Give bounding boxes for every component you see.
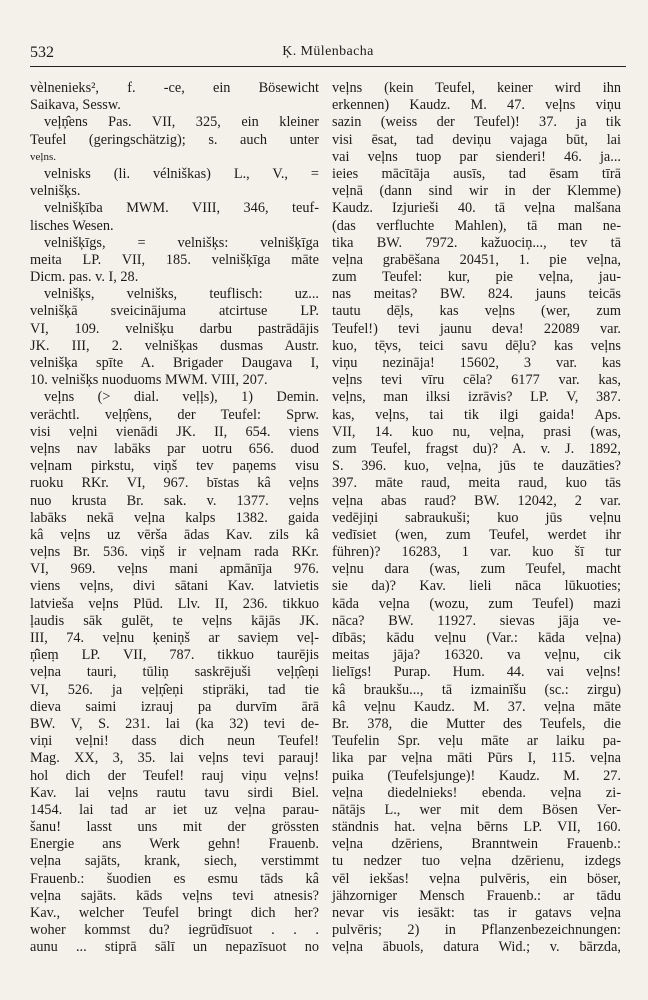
text-line: tika BW. 7972. kažuociņ..., tev tā: [332, 234, 621, 251]
text-line: nātājs L., wer mit dem Bösen Ver-: [332, 801, 621, 818]
text-line: VI, 969. veļns mani apmānīja 976.: [30, 561, 319, 578]
text-line: vēl iekšas! veļna pulvēris, ein böser,: [332, 870, 621, 887]
text-line: viņu nezināja! 15602, 3 var. kas: [332, 355, 621, 371]
text-line: viņi veļni! dass dich neun Teufel!: [30, 733, 319, 750]
text-line: veļnam pirkstu, viņš tev paņems visu: [30, 458, 319, 475]
text-line: šanu! lasst uns mit der grössten: [30, 819, 319, 836]
text-line: nuo krusta Br. sak. v. 1377. veļns: [30, 492, 319, 509]
page-header: [30, 44, 626, 66]
header-rule: [30, 66, 626, 67]
text-line: woher kommst du? iegrūdīsuot . . .: [30, 922, 319, 939]
text-line: latvieša veļns Plūd. Llv. II, 236. tikkuo: [30, 595, 319, 612]
text-line: veļns, man ilksi izrāvis? LP. V, 387.: [332, 389, 621, 406]
text-line: VII, 14. kuo nu, veļna, prasi (was,: [332, 423, 621, 440]
text-line: velnišķība MWM. VIII, 346, teuf-: [44, 200, 319, 217]
text-line: JK. III, 2. velnišķas dusmas Austr.: [30, 337, 319, 354]
text-line: Saikava, Sessw.: [30, 97, 121, 114]
right-column: [332, 80, 621, 957]
text-line: VI, 526. ja veļņ̂eņi stipräki, tad tie: [30, 681, 319, 698]
text-line: nas meitas? BW. 824. jauns teicās: [332, 286, 621, 303]
text-line: dībās; kādu veļnu (Var.: kāda veļna): [332, 630, 621, 646]
text-line: veļns.: [30, 150, 56, 163]
text-line: führen)? 16283, 1 var. kuo šī tur: [332, 544, 621, 561]
text-line: sazin (weiss der Teufel)! 37. ja tik: [332, 114, 621, 131]
page-number: 532: [30, 44, 54, 61]
text-line: veļna diedelnieks! ebenda. veļna zi-: [332, 784, 621, 801]
text-line: 397. māte raud, meita raud, kuo tās: [332, 475, 621, 492]
text-line: veļna sajāts, krank, siech, verstimmt: [30, 853, 319, 870]
text-line: visi veļni vienādi JK. II, 654. viens: [30, 423, 319, 440]
text-line: nāca? BW. 11927. sievas jāja ve-: [332, 612, 621, 629]
text-line: velnišķīgs, = velnišķs: velnišķīga: [44, 234, 319, 251]
text-line: veļns tevi vīru cēla? 6177 var. kas,: [332, 372, 621, 389]
text-line: Kav. lai veļns rautu tavu sirdi Biel.: [30, 784, 319, 801]
text-line: Energie ans Werk gehn! Frauenb.: [30, 836, 319, 853]
text-line: velnišķā sveicinājuma atcirtuse LP.: [30, 303, 319, 320]
running-title: Ķ. Mülenbacha: [282, 44, 374, 59]
text-line: veļna grabēšana 20451, 1. pie veļna,: [332, 251, 621, 268]
text-line: BW. V, S. 231. lai (ka 32) tevi de-: [30, 715, 319, 732]
text-line: visi ēsat, tad deviņu vajaga būt, lai: [332, 131, 621, 148]
text-line: vedējiņi sabraukuši; kuo jūs veļnu: [332, 509, 621, 526]
text-line: tautu dē̦ls, kas veļns (wer, zum: [332, 303, 621, 320]
text-line: Kaudz. Izjurieši 40. tā veļna malšana: [332, 200, 621, 217]
text-line: tu nedzer tuo veļna dzērienu, izdegs: [332, 853, 621, 870]
text-line: hol dich der Teufel! rauj viņu veļns!: [30, 767, 319, 784]
text-line: velnišķs, velnišks, teuflisch: uz...: [44, 286, 319, 303]
text-line: Mag. XX, 3, 35. lai veļns tevi parauj!: [30, 750, 319, 767]
text-line: ieies mācītāja ausīs, tad ēsam tīrā: [332, 165, 621, 182]
text-line: Br. 378, die Mutter des Teufels, die: [332, 715, 621, 732]
text-line: verächtl. veļņ̂ens, der Teufel: Sprw.: [30, 406, 319, 423]
text-line: Frauenb.: šuodien es esmu tāds kâ: [30, 870, 319, 887]
text-line: VI, 109. velnišķu darbu pastrādājis: [30, 320, 319, 337]
text-line: veļns (> dial. veļļs), 1) Demin.: [44, 389, 319, 406]
text-line: erkennen) Kaudz. M. 47. veļns viņu: [332, 97, 621, 114]
text-line: ständnis hat. veļna bērns LP. VII, 160.: [332, 819, 621, 836]
text-line: meita LP. VII, 185. velnišķīga māte: [30, 251, 319, 268]
text-line: velnišķs.: [30, 183, 81, 200]
text-line: velnišķa spīte A. Brigader Daugava I,: [30, 355, 319, 371]
text-line: kâ veļns uz vērša ādas Kav. zils kâ: [30, 526, 319, 543]
text-line: labāks nekā veļna kalps 1382. gaida: [30, 509, 319, 526]
text-line: meitas jāja? 16320. va veļnu, cik: [332, 647, 621, 664]
text-line: veļna sajāts. kāds veļns tevi atnesis?: [30, 887, 319, 904]
text-line: veļna abas raud? BW. 12042, 2 var.: [332, 492, 621, 509]
text-line: sie da)? Kav. lieli nāca lūkuoties;: [332, 578, 621, 595]
text-line: lika par veļna māti Pūrs I, 115. veļna: [332, 750, 621, 767]
text-line: veļņ̂ens Pas. VII, 325, ein kleiner: [44, 114, 319, 131]
text-line: aunu ... stiprā sālī un nepazīsuot no: [30, 939, 319, 956]
text-line: III, 74. veļnu ķeniņš ar savie̦m veļ-: [30, 630, 319, 646]
text-line: kas, veļns, tai tik ilgi gaida! Aps.: [332, 406, 621, 423]
text-line: Dicm. pas. v. I, 28.: [30, 269, 139, 286]
text-line: dieva saimi izrauj pa durvīm ārā: [30, 698, 319, 715]
text-line: ļaudis sāk gulēt, te veļns kājās JK.: [30, 612, 319, 629]
text-line: Kav., welcher Teufel bringt dich her?: [30, 905, 319, 921]
text-line: veļnā (dann sind wir in der Klemme): [332, 183, 621, 200]
text-line: 10. velnišķs nuoduoms MWM. VIII, 207.: [30, 372, 268, 389]
text-line: kâ braukšu..., tā izmainīšu (sc.: zirgu): [332, 681, 621, 698]
text-line: S. 396. kuo, veļna, jūs te dauzāties?: [332, 458, 621, 475]
text-line: (das verfluchte Mahlen), tā man ne-: [332, 217, 621, 234]
left-column: [30, 80, 319, 957]
text-line: kâ veļnu Kaudz. M. 37. veļna māte: [332, 698, 621, 715]
text-line: ruoku RKr. VI, 967. bīstas kâ veļns: [30, 475, 319, 492]
text-line: nevar vis iesākt: tas ir gatavs veļna: [332, 905, 621, 921]
text-line: velnisks (li. vélniškas) L., V., =: [44, 165, 319, 182]
text-line: jähzorniger Mensch Frauenb.: ar tādu: [332, 887, 621, 904]
text-line: vai veļns tuop par sienderi! 46. ja...: [332, 148, 621, 165]
text-line: veļnu dara (was, zum Teufel, macht: [332, 561, 621, 578]
text-line: kāda veļna (wozu, zum Teufel) mazi: [332, 595, 621, 612]
text-line: veļna tauri, tūliņ saskrējuši veļņ̂eņi: [30, 664, 319, 681]
text-line: veļna dzēriens, Branntwein Frauenb.:: [332, 836, 621, 853]
text-line: zum Teufel: kur, pie veļna, jau-: [332, 269, 621, 286]
text-line: lisches Wesen.: [30, 217, 114, 234]
text-line: veļns (kein Teufel, keiner wird ihn: [332, 80, 621, 96]
text-line: viens veļns, divi sātani Kav. latvietis: [30, 578, 319, 595]
text-line: veļns Br. 536. viņš ir veļnam rada RKr.: [30, 544, 319, 561]
text-line: lielīgs! Purap. Hum. 44. vai veļns!: [332, 664, 621, 681]
text-line: kuo, tē̦vs, teici savu dē̦lu? kas veļns: [332, 337, 621, 354]
text-line: Teufel!) tevi jaunu deva! 22089 var.: [332, 320, 621, 337]
text-line: Teufel (geringschätzig); s. auch unter: [30, 131, 319, 148]
text-line: veļna ābuols, datura Wid.; v. bārzda,: [332, 939, 621, 956]
text-line: Teufelin Spr. veļu māte ar laiku pa-: [332, 733, 621, 750]
text-line: pulvēris; 2) in Pflanzenbezeichnungen:: [332, 922, 621, 939]
text-line: vèlnenieks², f. -ce, ein Bösewicht: [30, 80, 319, 96]
text-line: zum Teufel, fragst du)? A. v. J. 1892,: [332, 440, 621, 457]
text-line: veļns nav labāks par uotru 656. duod: [30, 440, 319, 457]
text-line: vedīsiet (wen, zum Teufel, werdet ihr: [332, 526, 621, 543]
text-line: ņ̂ieṃ LP. VII, 787. tikkuo taurējis: [30, 647, 319, 664]
text-line: 1454. lai tad ar iet uz veļna parau-: [30, 801, 319, 818]
text-line: puika (Teufelsjunge)! Kaudz. M. 27.: [332, 767, 621, 784]
